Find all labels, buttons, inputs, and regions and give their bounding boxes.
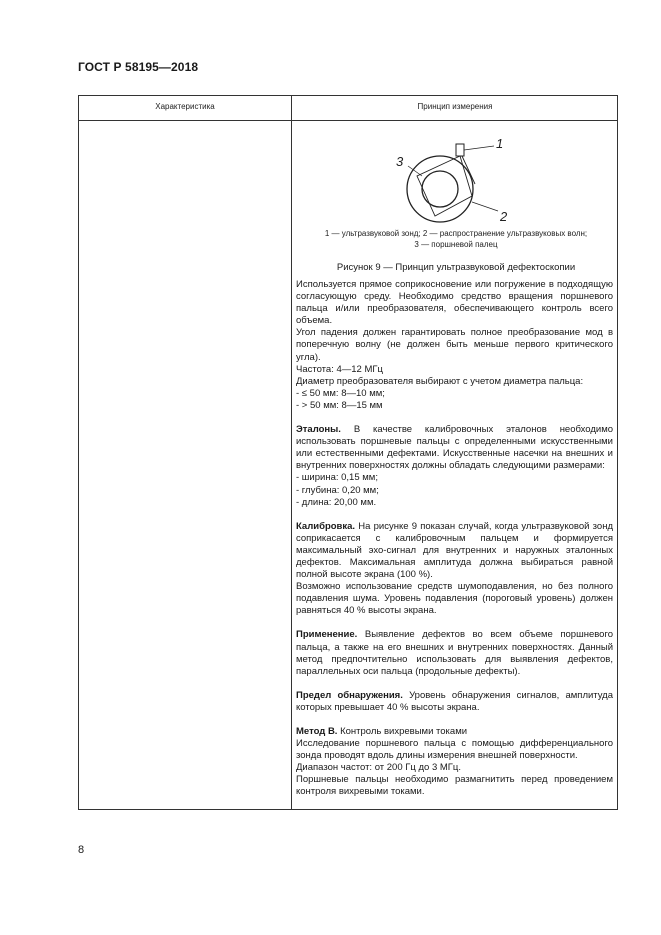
measurement-principle-text bbox=[296, 279, 613, 799]
paragraph: Диапазон частот: от 200 Гц до 3 МГц. bbox=[296, 762, 462, 774]
method-b-title: Метод В. bbox=[296, 726, 338, 737]
document-code: ГОСТ Р 58195—2018 bbox=[78, 60, 199, 74]
detection-limit-title: Предел обнаружения. bbox=[296, 689, 403, 701]
application-text: Выявление дефектов во всем объеме поршневого пальца, а также на его внешних и внутренних поверхностях. Данный метод предпочтительно использовать для выявления дефектов, параллельных оси пальца (продольные дефекты). bbox=[296, 629, 614, 677]
paragraph: Возможно использование средств шумоподавления, но без полного подавления шума. Уровень подавления (пороговый уровень) должен равняться 40 % высоты экрана. bbox=[296, 581, 613, 617]
figure-label-1: 1 bbox=[496, 136, 504, 151]
pin-inner-circle bbox=[422, 171, 458, 207]
column-divider bbox=[291, 96, 292, 809]
paragraph: Угол падения должен гарантировать полное преобразование мод в поперечную волну (не должен быть меньше первого критического угла). bbox=[296, 327, 613, 363]
paragraph: - > 50 мм: 8—15 мм bbox=[296, 399, 383, 411]
figure-legend-line1: 1 — ультразвуковой зонд; 2 — распространение ультразвуковых волн; bbox=[324, 229, 588, 238]
method-b-paragraph bbox=[296, 726, 613, 738]
paragraph: - ≤ 50 мм: 8—10 мм; bbox=[296, 387, 385, 399]
figure-label-3: 3 bbox=[396, 154, 404, 169]
etalons-paragraph bbox=[296, 424, 613, 472]
figure-legend-line2: 3 — поршневой палец bbox=[414, 240, 498, 249]
paragraph: Используется прямое соприкосновение или погружение в подходящую согласующую среду. Необходимо средство вращения поршневого пальца и/или преобразователя, обеспечивающего контроль всего объема. bbox=[296, 279, 613, 327]
etalons-title: Эталоны. bbox=[296, 424, 341, 436]
column-header-characteristic: Характеристика bbox=[155, 102, 215, 111]
application-title: Применение. bbox=[296, 629, 358, 641]
paragraph: Частота: 4—12 МГц bbox=[296, 363, 383, 375]
method-b-text: Контроль вихревыми токами bbox=[340, 726, 468, 737]
wave-paths bbox=[417, 156, 475, 216]
calibration-text: На рисунке 9 показан случай, когда ультразвуковой зонд соприкасается с калибровочным пальцем и формируется максимальный эхо-сигнал для внутренних и наружных эталонных дефектов. Максимальная амплитуда должна выбираться равной полной высоте экрана (100 %). bbox=[296, 520, 613, 581]
ultrasonic-principle-figure bbox=[390, 136, 530, 228]
dimension-item: - ширина: 0,15 мм; bbox=[296, 472, 378, 484]
detection-limit-text: Уровень обнаружения сигналов, амплитуда которых превышает 40 % высоты экрана. bbox=[296, 689, 614, 713]
paragraph: Исследование поршневого пальца с помощью дифференциального зонда проводят вдоль длины измерения внешней поверхности. bbox=[296, 738, 613, 762]
column-header-principle: Принцип измерения bbox=[417, 102, 493, 111]
application-paragraph bbox=[296, 629, 613, 677]
paragraph: Диаметр преобразователя выбирают с учетом диаметра пальца: bbox=[296, 375, 584, 387]
figure-label-2: 2 bbox=[500, 209, 508, 224]
paragraph: Поршневые пальцы необходимо размагнитить перед проведением контроля вихревыми токами. bbox=[296, 774, 613, 798]
header-divider bbox=[79, 120, 617, 121]
dimension-item: - длина: 20,00 мм. bbox=[296, 496, 377, 508]
page-number: 8 bbox=[78, 844, 85, 856]
detection-limit-paragraph bbox=[296, 690, 613, 714]
probe-shape bbox=[456, 144, 464, 156]
dimension-item: - глубина: 0,20 мм; bbox=[296, 484, 379, 496]
figure-caption: Рисунок 9 — Принцип ультразвуковой дефектоскопии bbox=[336, 262, 576, 273]
etalons-text: В качестве калибровочных эталонов необходимо использовать поршневые пальцы с определенными искусственными или естественными дефектами. Искусственные насечки на внешних и внутренних поверхностях должны обладать следующими размерами: bbox=[296, 424, 614, 472]
calibration-title: Калибровка. bbox=[296, 520, 356, 532]
calibration-paragraph bbox=[296, 521, 613, 581]
